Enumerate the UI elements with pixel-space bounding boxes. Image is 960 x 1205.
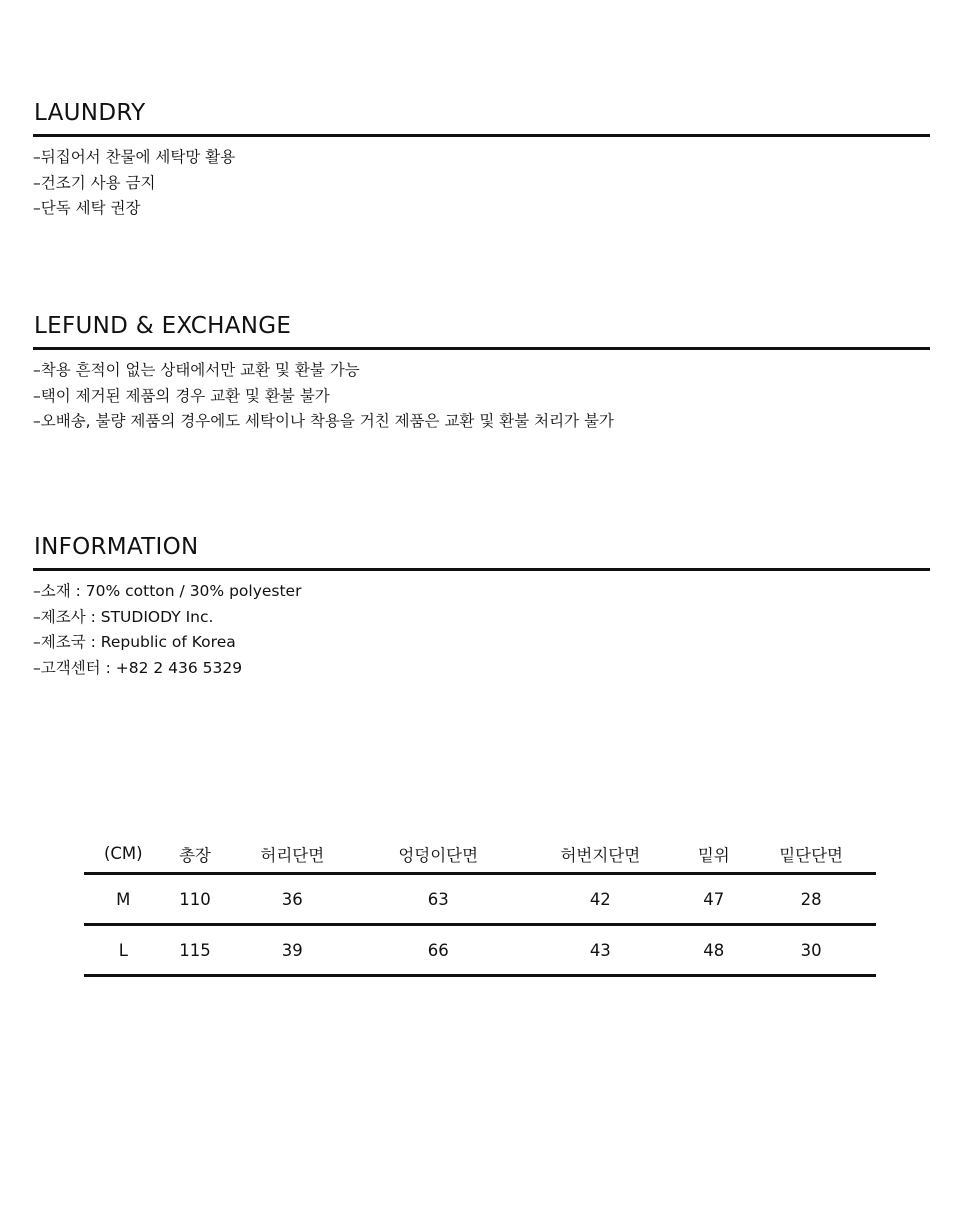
table-cell: 48	[703, 940, 725, 960]
refund-exchange-section	[33, 311, 930, 435]
table-cell: 43	[589, 940, 611, 960]
table-cell: 66	[427, 940, 449, 960]
size-label: L	[118, 940, 128, 960]
table-cell: 63	[427, 889, 449, 909]
header-waist: 허리단면	[260, 845, 325, 865]
information-divider	[33, 568, 930, 571]
information-list	[33, 579, 930, 682]
size-table	[84, 835, 876, 977]
header-unit: (CM)	[103, 844, 143, 863]
table-header-row	[84, 835, 876, 874]
table-cell: 42	[589, 889, 611, 909]
size-label: M	[116, 889, 131, 909]
table-cell: 115	[179, 940, 211, 960]
table-row	[84, 874, 876, 925]
table-cell: 28	[800, 889, 822, 909]
laundry-title: LAUNDRY	[34, 100, 146, 126]
header-rise: 밑위	[697, 845, 730, 865]
information-section	[33, 532, 930, 682]
table-cell: 110	[179, 889, 211, 909]
laundry-divider	[33, 134, 930, 137]
information-title: INFORMATION	[34, 534, 199, 560]
list-item: – 단독 세탁 권장	[33, 196, 930, 222]
header-hip: 엉덩이단면	[398, 845, 479, 865]
refund-exchange-divider	[33, 347, 930, 350]
refund-exchange-list	[33, 358, 930, 435]
list-item: – 착용 흔적이 없는 상태에서만 교환 및 환불 가능	[33, 358, 930, 384]
laundry-section	[33, 98, 930, 222]
list-item: – 소재 : 70% cotton / 30% polyester	[33, 579, 930, 605]
list-item: – 건조기 사용 금지	[33, 171, 930, 197]
table-row	[84, 925, 876, 976]
header-hem: 밑단단면	[779, 845, 843, 865]
list-item: – 고객센터 : +82 2 436 5329	[33, 656, 930, 682]
list-item: – 제조국 : Republic of Korea	[33, 630, 930, 656]
list-item: – 뒤집어서 찬물에 세탁망 활용	[33, 145, 930, 171]
table-cell: 39	[281, 940, 303, 960]
list-item: – 제조사 : STUDIODY Inc.	[33, 605, 930, 631]
refund-exchange-title: LEFUND & EXCHANGE	[34, 313, 292, 339]
list-item: – 택이 제거된 제품의 경우 교환 및 환불 불가	[33, 384, 930, 410]
list-item: – 오배송, 불량 제품의 경우에도 세탁이나 착용을 거친 제품은 교환 및 환불 처리가 불가	[33, 409, 930, 435]
laundry-list	[33, 145, 930, 222]
table-cell: 36	[281, 889, 303, 909]
header-thigh: 허번지단면	[560, 845, 641, 865]
table-cell: 30	[800, 940, 822, 960]
header-total-length: 총장	[179, 845, 211, 865]
table-cell: 47	[703, 889, 725, 909]
